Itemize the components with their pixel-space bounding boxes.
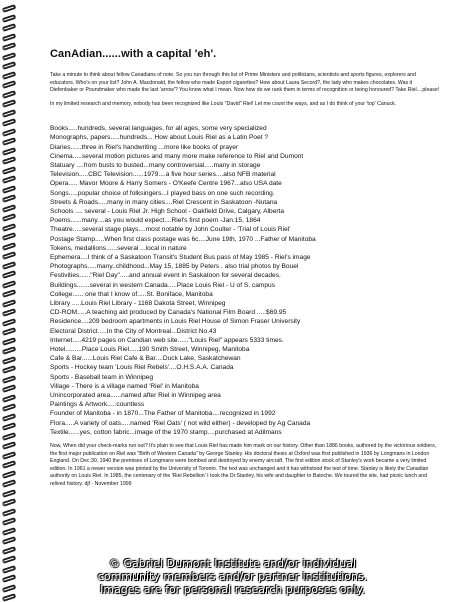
binding-coil xyxy=(2,23,17,32)
spiral-binding xyxy=(0,0,20,600)
list-item: Streets & Roads.....many in many cities....Riel Crescent in Saskatoon -Nutana xyxy=(50,198,278,206)
binding-coil xyxy=(2,51,17,60)
list-item: Statuary ....from busts to busted...many controversial.....many in storage xyxy=(50,161,261,169)
binding-coil xyxy=(2,270,17,279)
binding-coil xyxy=(2,526,17,535)
binding-coil xyxy=(2,460,17,469)
binding-coil xyxy=(2,146,17,155)
binding-coil xyxy=(2,232,17,241)
list-item: Schools .... several - Louis Riel Jr. High School - Oakfield Drive, Calgary, Alberta xyxy=(50,207,285,215)
binding-coil xyxy=(2,4,17,13)
binding-coil xyxy=(2,479,17,488)
binding-coil xyxy=(2,184,17,193)
binding-coil xyxy=(2,213,17,222)
binding-coil xyxy=(2,431,17,440)
binding-coil xyxy=(2,374,17,383)
list-item: Songs.....popular choice of folksingers...I played bass on one such recording. xyxy=(50,189,275,197)
binding-coil xyxy=(2,108,17,117)
binding-coil xyxy=(2,498,17,507)
binding-coil xyxy=(2,517,17,526)
binding-coil xyxy=(2,70,17,79)
binding-coil xyxy=(2,32,17,41)
binding-coil xyxy=(2,422,17,431)
binding-coil xyxy=(2,13,17,22)
binding-coil xyxy=(2,327,17,336)
list-item: Flora.....A variety of oats.....named 'Riel Oats' ( not wild either) - developed by Ag Canada xyxy=(50,419,311,427)
binding-coil xyxy=(2,507,17,516)
binding-coil xyxy=(2,260,17,269)
binding-coil xyxy=(2,289,17,298)
binding-coil xyxy=(2,80,17,89)
list-item: Cinema.....several motion pictures and many more make reference to Riel and Dumont xyxy=(50,152,304,160)
list-item: Internet.....4219 pages on Candian web site......"Louis Riel" appears 5333 times. xyxy=(50,336,284,344)
document-page xyxy=(50,48,440,494)
binding-coil xyxy=(2,137,17,146)
list-item: Founder of Manitoba - in 1870...The Father of Manitoba....recognized in 1992 xyxy=(50,410,276,418)
list-item: Diaries......three in Riel's handwriting ...more like books of prayer xyxy=(50,143,239,151)
binding-coil xyxy=(2,346,17,355)
binding-coil xyxy=(2,99,17,108)
binding-coil xyxy=(2,536,17,545)
binding-coil xyxy=(2,441,17,450)
research-note: In my limited research and memory, nobody has been recognized like Louis "David" Riel! Let me count the ways, and as I do think of your 'top' Canuck. xyxy=(50,100,397,107)
list-item: Ephemera....I think of a Saskatoon Transit's Student Bus pass of May 1985 - Riel's image xyxy=(50,253,311,261)
list-item: Cafe & Bar......Louis Riel Cafe & Bar....Duck Lake, Saskatchewan xyxy=(50,355,241,363)
intro-paragraph: Take a minute to think about fellow Canadians of note. So you run through this list of Prime Ministers and politicians, scientists and sports figures, explorers and educators. Who's on your list? John A. Macdonald, the fellow who made Export cigarettes? How about Laura Secord?, the lady who makes chocolates. Was it Diefenbaker or Poundmaker who made the last 'arrow'? You know what I mean. Now how do we rank them in terms of recognition or being honoured? Take Riel....please! xyxy=(50,72,440,94)
binding-coil xyxy=(2,469,17,478)
binding-coil xyxy=(2,42,17,51)
list-item: Poems......many....as you would expect....Riel's first poem -Jan.15, 1864 xyxy=(50,217,261,225)
binding-coil xyxy=(2,450,17,459)
binding-coil xyxy=(2,194,17,203)
binding-coil xyxy=(2,203,17,212)
list-item: Theatre.....several stage plays....most notable by John Coulter - 'Trial of Louis Riel' xyxy=(50,226,291,234)
list-item: Residence....209 bedroom apartments in Louis Riel House of Simon Fraser University xyxy=(50,318,301,326)
binding-coil xyxy=(2,241,17,250)
watermark-line: Images are for personal research purposes only. xyxy=(100,583,365,596)
copyright-watermark xyxy=(0,557,465,596)
list-item: Monographs, papers.....hundreds... How about Louis Riel as a Latin Poet ? xyxy=(50,134,269,142)
watermark-line: community members and/or partner institutions. xyxy=(97,570,368,583)
list-item: Paintings & Artwork.....countless xyxy=(50,401,145,409)
binding-coil xyxy=(2,412,17,421)
binding-coil xyxy=(2,336,17,345)
binding-coil xyxy=(2,251,17,260)
binding-coil xyxy=(2,317,17,326)
list-item: Festivities......"Riel Day".....and annual event in Saskatoon for several decades. xyxy=(50,272,281,280)
list-item: Books.....hundreds, several languages, for all ages, some very specialized xyxy=(50,125,267,133)
list-item: Electoral District.....In the City of Montreal...District No.43 xyxy=(50,327,217,335)
binding-coil xyxy=(2,165,17,174)
list-item: College...... one that I know of.....St. Boniface, Manitoba xyxy=(50,290,213,298)
list-item: Village - There is a village named 'Riel' in Manitoba xyxy=(50,382,199,390)
binding-coil xyxy=(2,403,17,412)
binding-coil xyxy=(2,222,17,231)
binding-coil xyxy=(2,365,17,374)
document-title: CanAdian......with a capital 'eh'. xyxy=(50,48,217,60)
binding-coil xyxy=(2,279,17,288)
watermark-line: © Gabriel Dumont Institute and/or individual xyxy=(108,557,357,570)
binding-coil xyxy=(2,308,17,317)
binding-coil xyxy=(2,393,17,402)
binding-coil xyxy=(2,488,17,497)
binding-coil xyxy=(2,175,17,184)
binding-coil xyxy=(2,355,17,364)
list-item: Postage Stamp.....When first class postage was 6c....June 19th, 1970 ...Father of Manitoba xyxy=(50,235,316,243)
binding-coil xyxy=(2,61,17,70)
binding-coil xyxy=(2,384,17,393)
binding-coil xyxy=(2,545,17,554)
list-item: Textile......yes, cotton fabric...image of the 1970 stamp....purchased at Adilmans xyxy=(50,428,282,436)
binding-coil xyxy=(2,156,17,165)
list-item: Photographs.....many..childhood...May 15, 1885 by Peters , also trial photos by Bouel xyxy=(50,263,299,271)
binding-coil xyxy=(2,118,17,127)
binding-coil xyxy=(2,127,17,136)
list-item: Television.....CBC Television......1979....a five hour series....also NFB material xyxy=(50,171,276,179)
recognition-list xyxy=(50,124,440,437)
closing-paragraph: Now, When did your check-marks run out? It's plain to see that Louis Riel has made him mark on our history. Other than 1886 books, authored by the victorious soldiers, the first major publication on Riel was "Birth of Western Canada" by George Stanley. His doctoral thesis at Oxford was first published in 1936 by Longmans in London England. On Dec.30, 1940 the premises of Longmans were bombed and destroyed by enemy aircraft. The first edition stock of Stanley's work became a very limited edition. In 1961 a newer version was printed by the University of Toronto. The text was unchanged and it has withstood the test of time. Stanley is likely the Canadian authority on Louis Riel. In 1985, the centenary of the 'Riel Rebellion' I took the Dr.Stanley, his wife and daughter to Batoche. We toured the site, had picnic lunch and relived history. djf - November 1999 xyxy=(50,443,437,487)
list-item: Buildings.......several in western Canada.....Place Louis Riel - U of S. campus xyxy=(50,281,276,289)
list-item: CD-ROM.....A teaching aid produced by Canada's National Film Board .....$69.95 xyxy=(50,309,287,317)
list-item: Sports - Hockey team 'Louis Riel Rebels'....O.H.S.A.A. Canada xyxy=(50,364,234,372)
list-item: Library .....Louis Riel Library - 1168 Dakota Street, Winnipeg xyxy=(50,299,226,307)
binding-coil xyxy=(2,89,17,98)
list-item: Opera..... Mavor Moore & Harry Somers - O'Keefe Centre 1967...also USA date xyxy=(50,180,282,188)
list-item: Sports - Baseball team in Winnipeg xyxy=(50,373,153,381)
list-item: Hotel.........Place Louis Riel.....190 Smith Street, Winnipeg, Manitoba xyxy=(50,346,250,353)
list-item: Tokens, medallions......several ...local in nature xyxy=(50,244,187,252)
binding-coil xyxy=(2,298,17,307)
list-item: Unincorporated area......named after Riel in Winnipeg area xyxy=(50,392,221,400)
